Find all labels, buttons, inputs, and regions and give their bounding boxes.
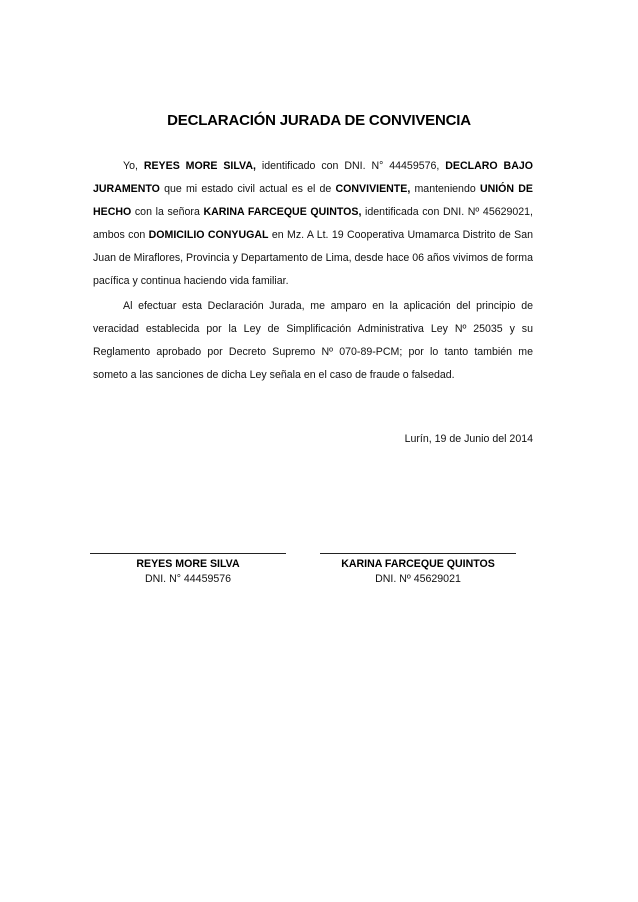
signature-line xyxy=(90,553,286,554)
legal-basis-paragraph xyxy=(93,295,533,387)
text-segment: Yo, xyxy=(123,160,144,172)
declarant-name: REYES MORE SILVA, xyxy=(143,160,256,172)
signatory-id: DNI. Nº 45629021 xyxy=(375,573,461,585)
text-segment: manteniendo xyxy=(410,183,480,195)
civil-status: CONVIVIENTE, xyxy=(335,183,411,195)
legal-basis-text: Al efectuar esta Declaración Jurada, me amparo en la aplicación del principio de veracidad establecida por la Ley de Simplificación Administrativa Ley Nº 25035 y su Reglamento aprobado por Decreto Supremo Nº 070-89-PCM; por lo tanto también me someto a las sanciones de dicha Ley señala en el caso de fraude o falsedad. xyxy=(93,300,533,381)
signatory-name: REYES MORE SILVA xyxy=(136,558,240,570)
document-title: DECLARACIÓN JURADA DE CONVIVENCIA xyxy=(167,112,471,129)
declaration-oath: DECLARO BAJO JURAMENTO xyxy=(93,160,533,195)
partner-name: KARINA FARCEQUE QUINTOS, xyxy=(203,206,362,218)
declaration-paragraph xyxy=(93,155,533,293)
union-type: UNIÓN DE HECHO xyxy=(93,183,533,218)
text-segment: identificada con DNI. Nº 45629021, ambos con xyxy=(93,206,533,241)
signatory-name: KARINA FARCEQUE QUINTOS xyxy=(341,558,495,570)
signature-block-partner xyxy=(318,553,518,585)
signature-block-declarant xyxy=(88,553,288,585)
text-segment: que mi estado civil actual es el de xyxy=(159,183,336,195)
text-segment: con la señora xyxy=(131,206,204,218)
signature-line xyxy=(320,553,516,554)
text-segment: en Mz. A Lt. 19 Cooperativa Umamarca Distrito de San Juan de Miraflores, Provincia y Departamento de Lima, desde hace 06 años vivimos de forma pacífica y continua haciendo vida familiar. xyxy=(93,229,533,287)
domicile-label: DOMICILIO CONYUGAL xyxy=(148,229,269,241)
signatory-id: DNI. N° 44459576 xyxy=(144,573,232,585)
place-and-date: Lurín, 19 de Junio del 2014 xyxy=(404,433,533,445)
text-segment: identificado con DNI. N° 44459576, xyxy=(255,160,446,172)
